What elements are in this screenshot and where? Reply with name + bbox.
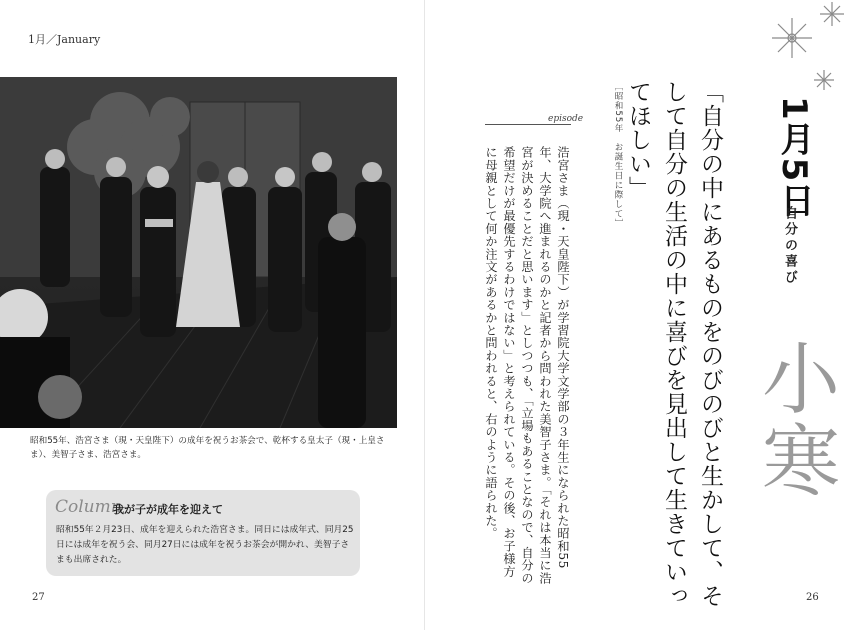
column-box [46,490,360,576]
page-number-right: 26 [806,592,819,603]
entry-date: 1月5日 [774,96,814,220]
season-term: 小寒 [749,338,839,502]
column-text: 昭和55年２月23日、成年を迎えられた浩宮さま。同日には成年式、同月25日には成年を祝う会、同月27日には成年を祝うお茶会が開かれ、美智子さまも出席された。 [56,525,354,565]
spread-gutter [424,0,425,630]
running-header: 1月／January [28,33,101,46]
entry-theme: 自分の喜び [782,206,797,286]
page-number-left: 27 [32,592,45,603]
column-logo: Column [55,497,122,517]
column-title: 我が子が成年を迎えて [113,503,223,516]
historical-photo [0,77,397,428]
snowflake-icon [762,0,850,110]
episode-divider [485,124,571,125]
episode-body-text: 浩宮さま（現・天皇陛下）が学習院大学文学部の３年生になられた昭和55年、大学院へ進まれるのかと記者から問われた美智子さま。「それは本当に浩宮が決めることだと思います」としつつも、「立場もあることなので、自分の希望だけが最優先するわけではない」と考えられている。その後、お子様方に母親として何か注文があるかと問われると、右のように語られた。 [484,146,570,585]
quote-source: ［昭和55年 お誕生日に際して］ [613,82,623,228]
photo-caption: 昭和55年、浩宮さま（現・天皇陛下）の成年を祝うお茶会で、乾杯する皇太子（現・上皇さま）、美智子さま、浩宮さま。 [30,436,385,460]
episode-label: episode [548,114,584,124]
featured-quote: 「自分の中にあるものをのびのびと生かして、そして自分の生活の中に喜びを見出して生きていってほしい」 [625,80,723,608]
